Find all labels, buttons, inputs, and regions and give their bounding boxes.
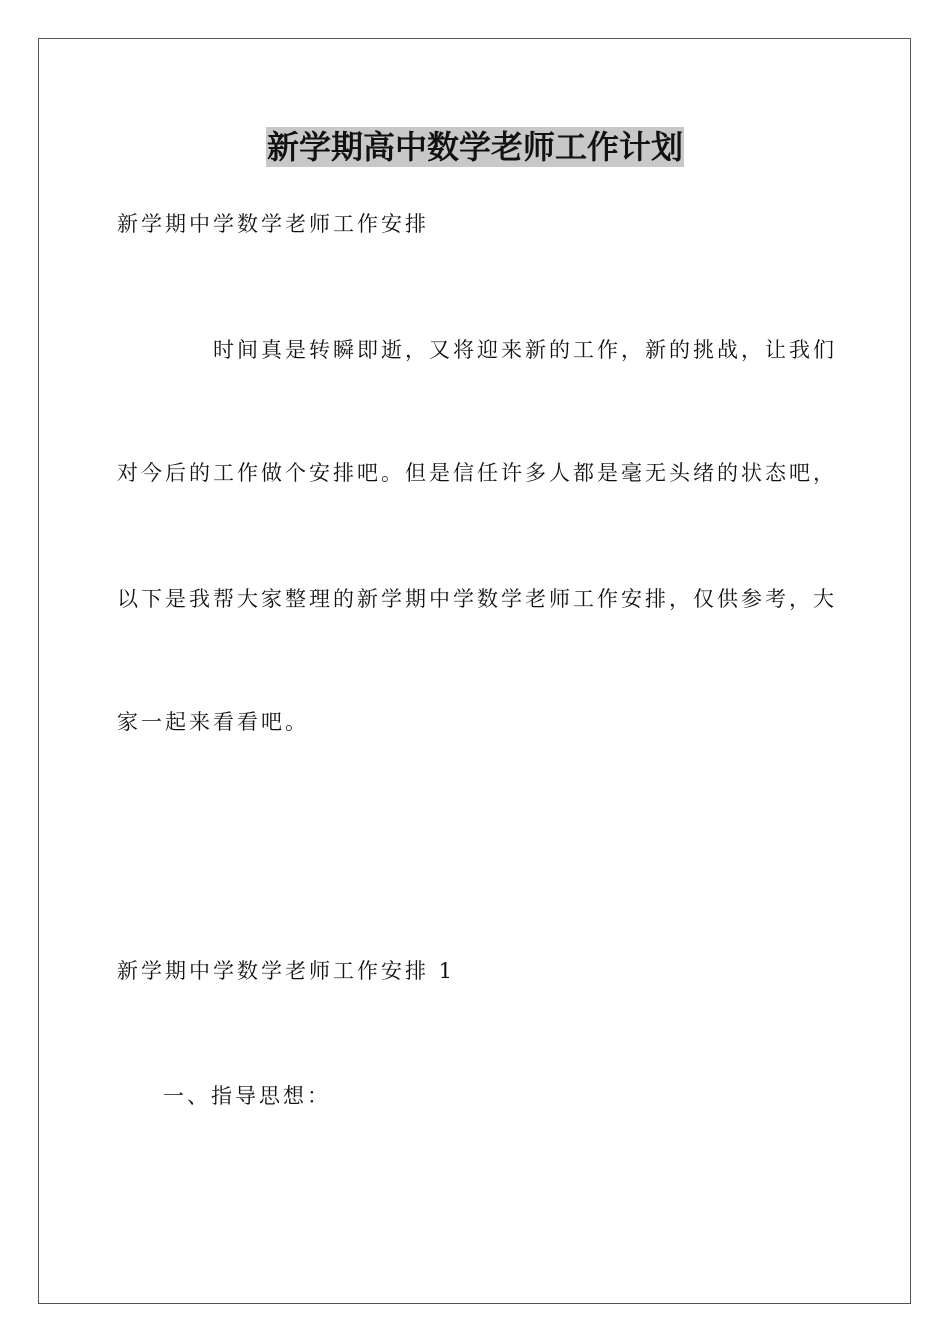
document-title: 新学期高中数学老师工作计划: [266, 128, 683, 166]
paragraph-line-4: 家一起来看看吧。: [117, 710, 309, 734]
paragraph-line-2: 对今后的工作做个安排吧。但是信任许多人都是毫无头绪的状态吧，: [117, 461, 837, 485]
document-subtitle: 新学期中学数学老师工作安排: [117, 212, 429, 236]
subsection-heading: 一、指导思想：: [163, 1084, 331, 1108]
paragraph-line-1: 时间真是转瞬即逝，又将迎来新的工作，新的挑战，让我们: [213, 338, 837, 362]
title-container: [0, 127, 950, 167]
paragraph-line-3: 以下是我帮大家整理的新学期中学数学老师工作安排，仅供参考，大: [117, 587, 837, 611]
section-heading: 新学期中学数学老师工作安排 1: [117, 959, 456, 983]
